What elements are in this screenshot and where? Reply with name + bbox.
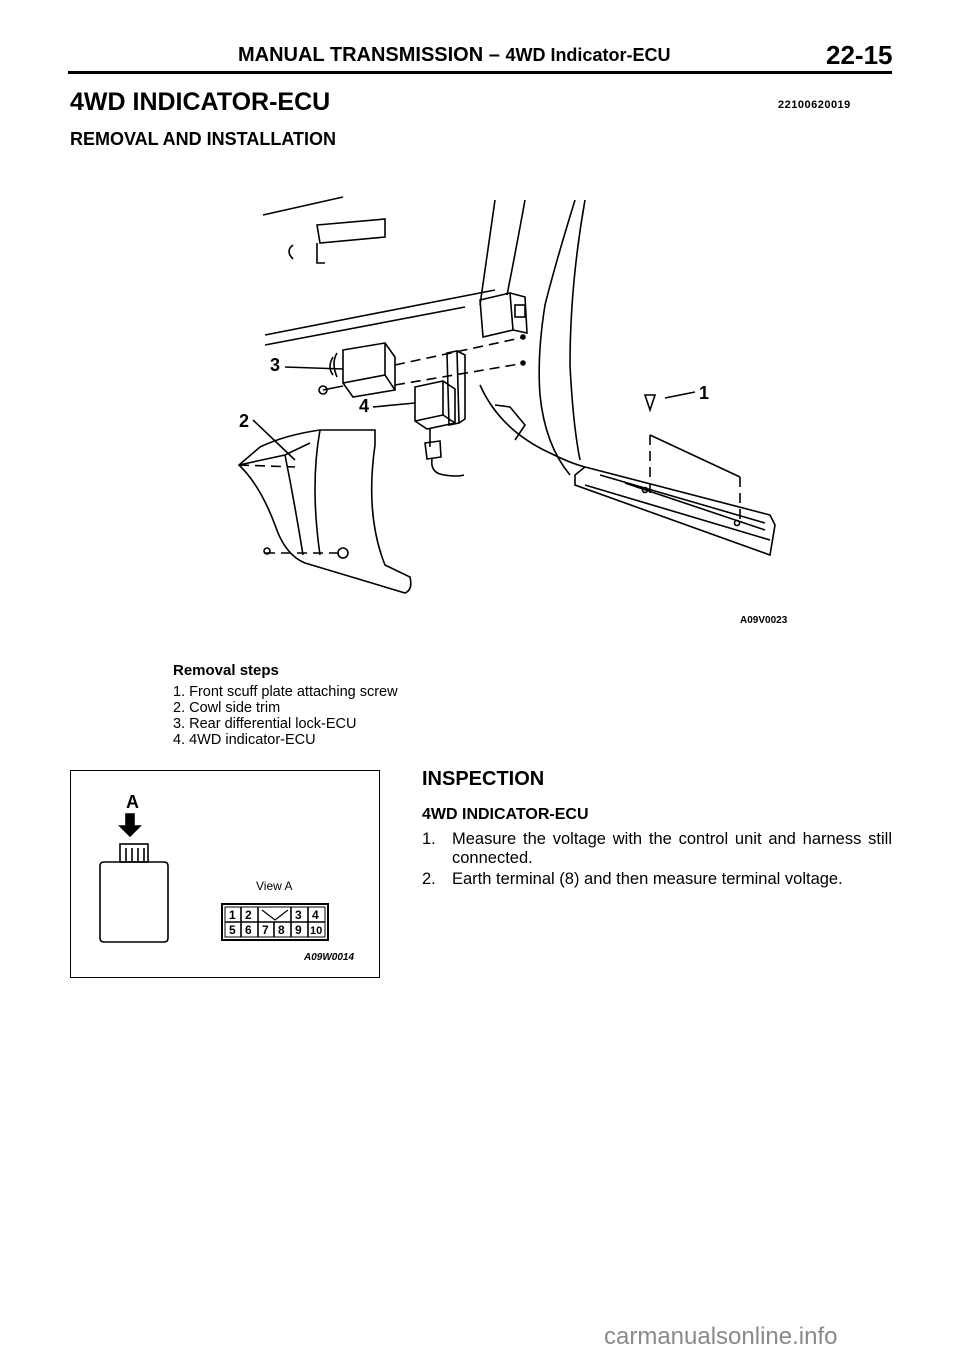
- connector-pinout: [222, 904, 328, 940]
- inspection-step: [422, 870, 892, 889]
- callout-3: 3: [270, 355, 281, 375]
- removal-step: 2. Cowl side trim: [173, 700, 281, 716]
- removal-steps-list: [173, 684, 398, 748]
- removal-steps-title: Removal steps: [173, 662, 279, 679]
- watermark: carmanualsonline.info: [604, 1323, 838, 1350]
- pin-9: 9: [295, 923, 302, 937]
- subsection-title: REMOVAL AND INSTALLATION: [70, 129, 336, 149]
- figure2-code: A09W0014: [304, 952, 355, 963]
- inspection-step-text: Earth terminal (8) and then measure terminal voltage.: [452, 870, 843, 888]
- removal-step: 3. Rear differential lock-ECU: [173, 716, 357, 732]
- callout-1: 1: [699, 383, 710, 403]
- pin-5: 5: [229, 923, 236, 937]
- pin-10: 10: [310, 925, 323, 937]
- header-dash: –: [488, 44, 500, 66]
- arrow-down-icon: [120, 814, 140, 836]
- removal-step: 4. 4WD indicator-ECU: [173, 732, 316, 748]
- header-subtitle: 4WD Indicator-ECU: [505, 45, 671, 65]
- header-rule: [68, 71, 892, 74]
- page-number: 22-15: [826, 40, 893, 70]
- figure1-code: A09V0023: [740, 615, 788, 626]
- inspection-step-text: Measure the voltage with the control unit and harness still connected.: [452, 830, 892, 867]
- inspection-subtitle: 4WD INDICATOR-ECU: [422, 806, 589, 823]
- callout-2: 2: [239, 411, 250, 431]
- header-chapter: MANUAL TRANSMISSION: [238, 44, 484, 66]
- inspection-steps: [422, 830, 892, 891]
- pin-7: 7: [262, 923, 269, 937]
- view-a-caption: View A: [256, 879, 293, 893]
- inspection-title: INSPECTION: [422, 768, 545, 790]
- pin-2: 2: [245, 908, 252, 922]
- removal-step: 1. Front scuff plate attaching screw: [173, 684, 398, 700]
- pin-6: 6: [245, 923, 252, 937]
- section-code: 22100620019: [778, 99, 851, 111]
- callout-4: 4: [359, 396, 370, 416]
- section-title: 4WD INDICATOR-ECU: [70, 88, 331, 116]
- pin-3: 3: [295, 908, 302, 922]
- removal-illustration: [225, 185, 815, 630]
- inspection-step-number: 1.: [422, 830, 436, 848]
- header-title: [238, 44, 670, 67]
- pin-8: 8: [278, 923, 285, 937]
- inspection-step: [422, 830, 892, 868]
- view-a-label: A: [126, 792, 139, 812]
- pin-4: 4: [312, 908, 319, 922]
- pin-1: 1: [229, 908, 236, 922]
- inspection-step-number: 2.: [422, 870, 436, 888]
- connector-illustration: [70, 770, 380, 978]
